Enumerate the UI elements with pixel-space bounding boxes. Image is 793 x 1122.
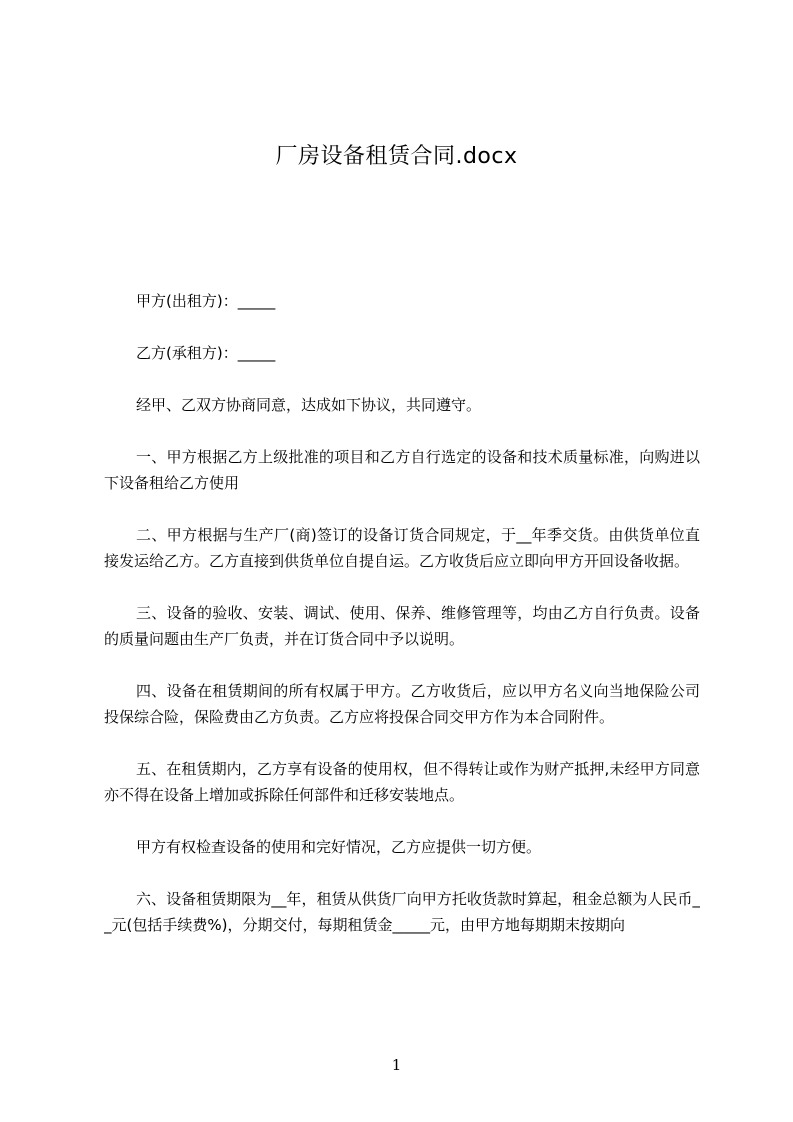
page-number: 1 xyxy=(391,1056,402,1074)
document-body xyxy=(104,288,700,964)
clause-5: 五、在租赁期内，乙方享有设备的使用权，但不得转让或作为财产抵押,未经甲方同意亦不得在设备上增加或拆除任何部件和迁移安装地点。 xyxy=(104,760,700,804)
clause-2: 二、甲方根据与生产厂(商)签订的设备订货合同规定，于__年季交货。由供货单位直接发运给乙方。乙方直接到供货单位自提自运。乙方收货后应立即向甲方开回设备收据。 xyxy=(104,526,700,570)
clause-1: 一、甲方根据乙方上级批准的项目和乙方自行选定的设备和技术质量标准，向购进以下设备租给乙方使用 xyxy=(104,448,700,492)
agreement-intro: 经甲、乙双方协商同意，达成如下协议，共同遵守。 xyxy=(136,396,482,414)
document-title: 厂房设备租赁合同.docx xyxy=(275,144,518,169)
party-a-line: 甲方(出租方)：_____ xyxy=(136,292,276,310)
clause-6: 六、设备租赁期限为__年，租赁从供货厂向甲方托收货款时算起，租金总额为人民币__元(包括手续费%)，分期交付，每期租赁金_____元，由甲方地每期期末按期向 xyxy=(104,890,700,934)
clause-3: 三、设备的验收、安装、调试、使用、保养、维修管理等，均由乙方自行负责。设备的质量问题由生产厂负责，并在订货合同中予以说明。 xyxy=(104,604,700,648)
party-b-line: 乙方(承租方)：_____ xyxy=(136,344,276,362)
inspection-note: 甲方有权检查设备的使用和完好情况，乙方应提供一切方便。 xyxy=(136,838,542,856)
clause-4: 四、设备在租赁期间的所有权属于甲方。乙方收货后，应以甲方名义向当地保险公司投保综合险，保险费由乙方负责。乙方应将投保合同交甲方作为本合同附件。 xyxy=(104,682,700,726)
